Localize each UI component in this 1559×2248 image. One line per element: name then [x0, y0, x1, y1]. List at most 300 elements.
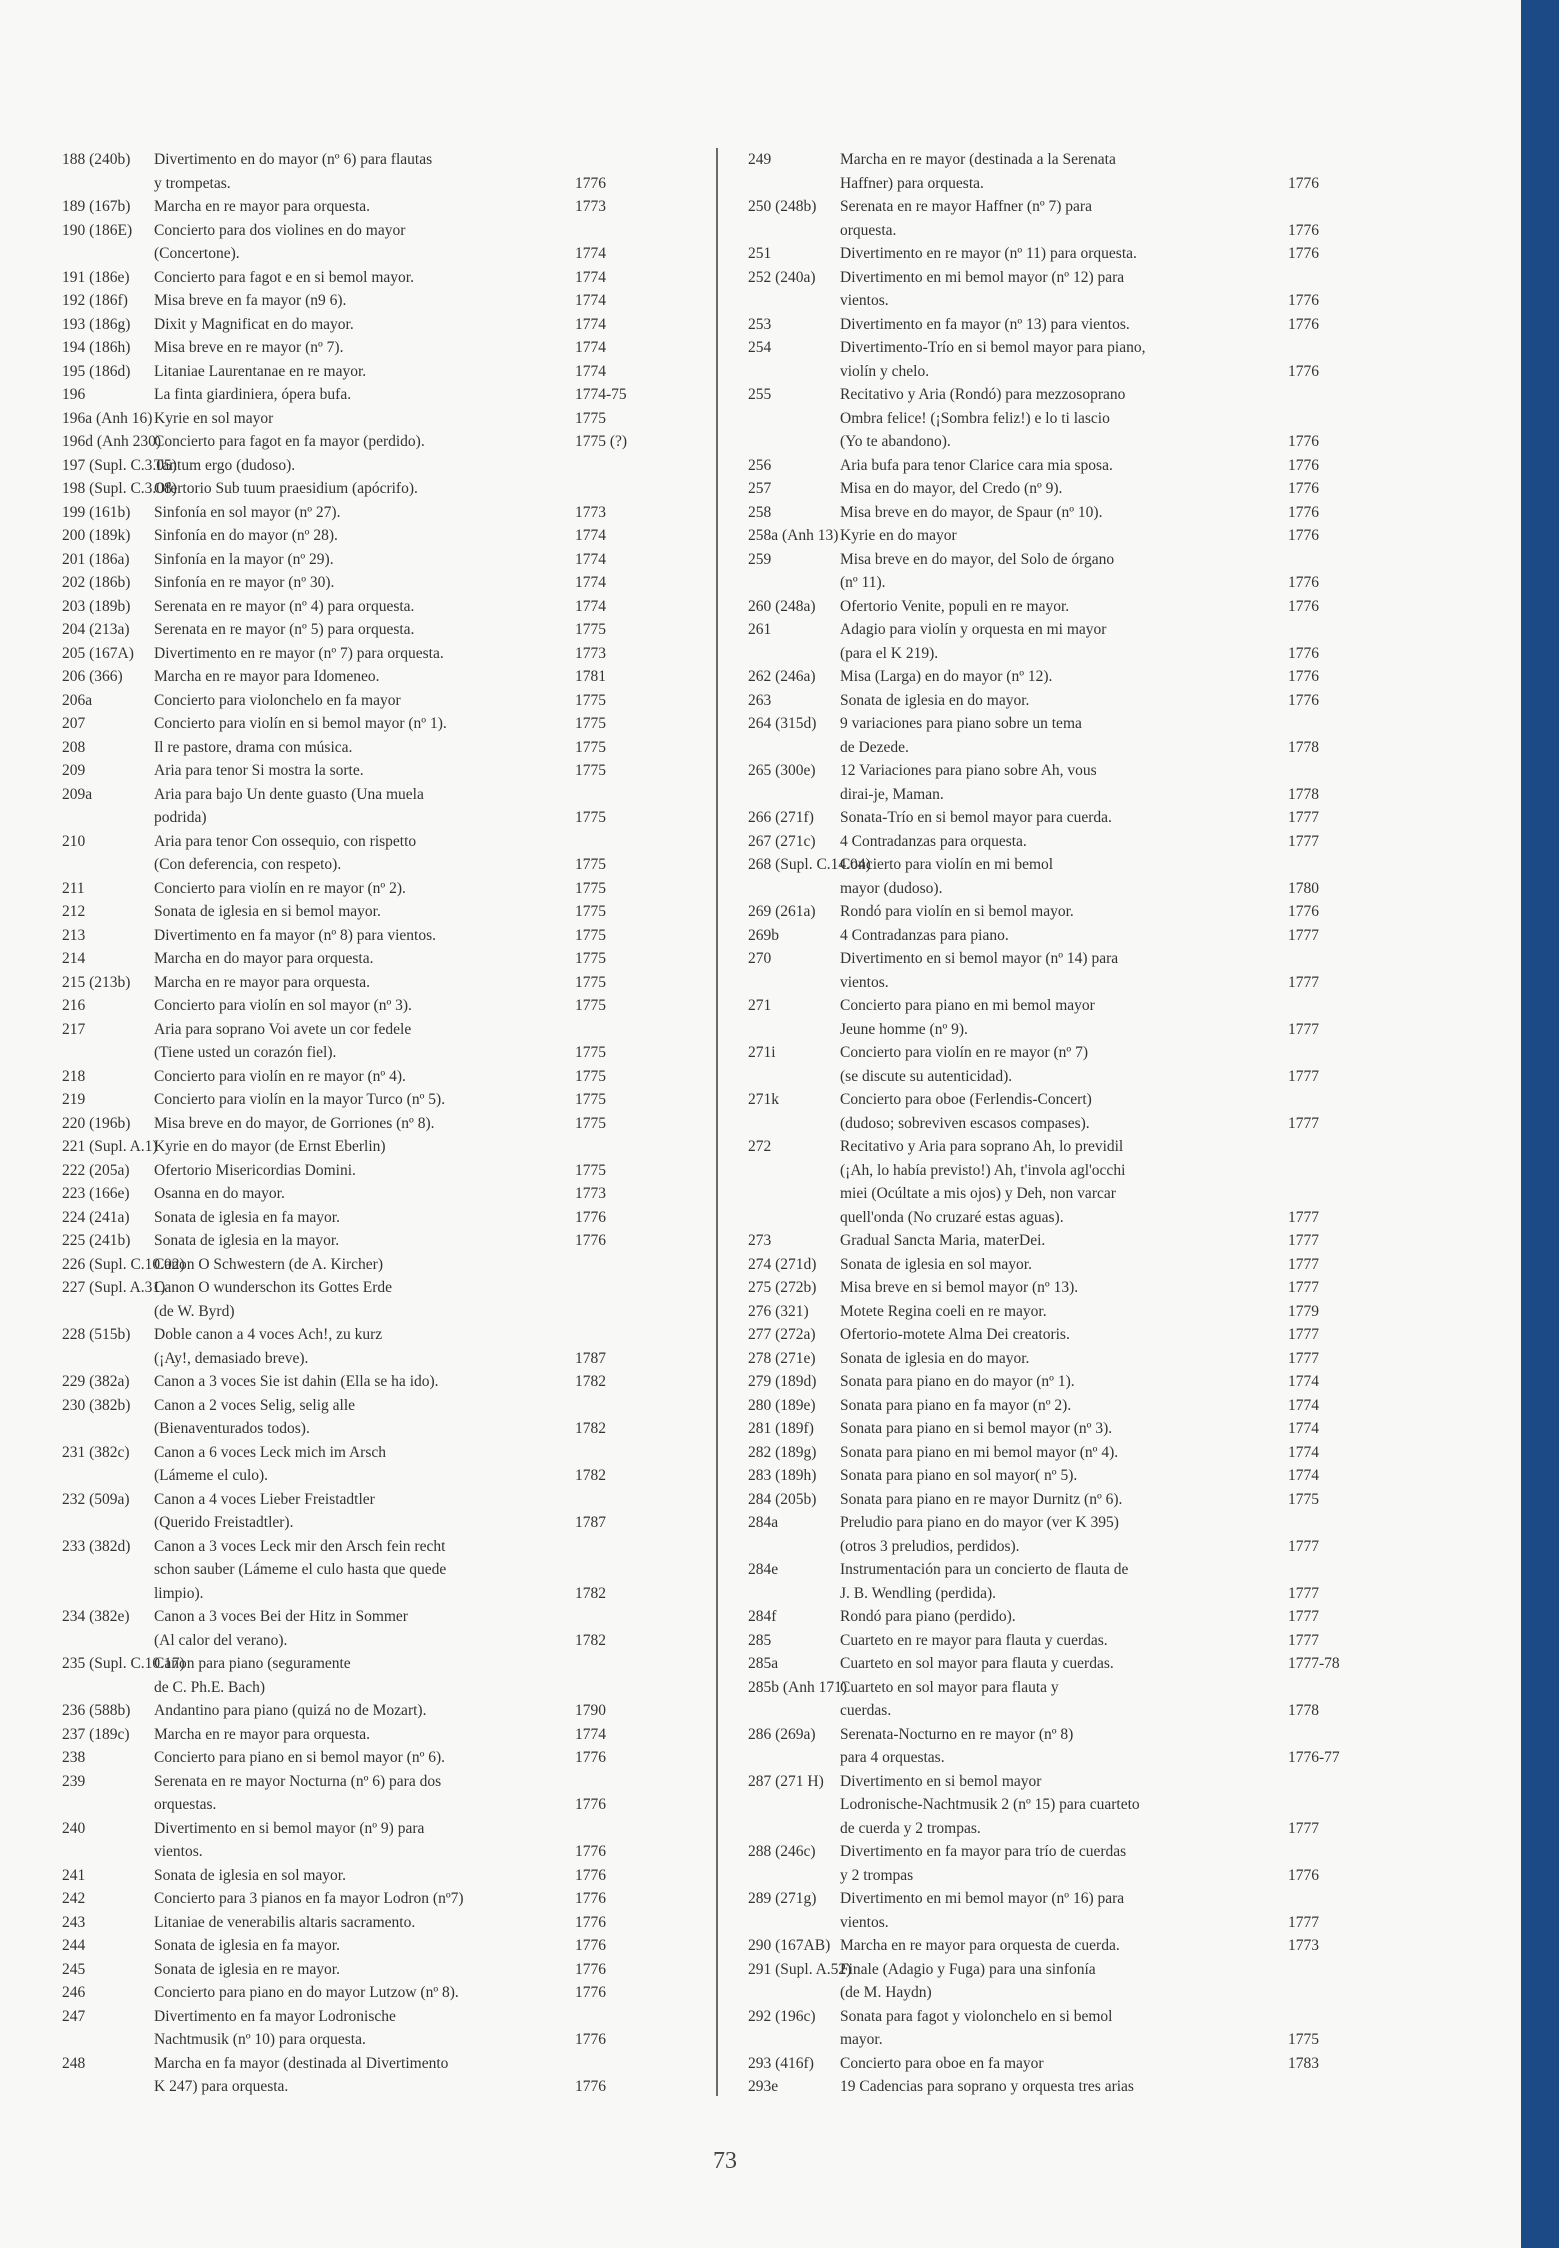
catalog-entry [748, 1770, 1380, 1841]
catalog-entry [62, 1112, 667, 1136]
entry-year-spacer [1288, 1159, 1380, 1183]
entry-year-spacer [575, 1605, 667, 1629]
catalog-entry [748, 2005, 1380, 2052]
entry-title: 12 Variaciones para piano sobre Ah, vous [840, 762, 1097, 779]
entry-title: Cuarteto en re mayor para flauta y cuerdas. [840, 1631, 1108, 1649]
catalog-entry [62, 548, 667, 572]
entry-title: Canon a 4 voces Lieber Freistadtler [154, 1490, 375, 1508]
catalog-entry [748, 2075, 1380, 2099]
entry-indent [748, 1182, 840, 1206]
catalog-entry [748, 1676, 1380, 1723]
entry-year-spacer [1288, 1511, 1380, 1535]
entry-year-spacer [1288, 383, 1380, 407]
entry-number: 196d (Anh 230) [62, 433, 162, 450]
entry-number: 281 (189f) [748, 1420, 814, 1437]
entry-indent [62, 1629, 154, 1653]
entry-number: 224 (241a) [62, 1208, 130, 1226]
catalog-entry [748, 1135, 1380, 1229]
entry-year-spacer [1288, 1958, 1380, 1982]
entry-title: Andantino para piano (quizá no de Mozart). [154, 1702, 427, 1719]
entry-year-spacer [1288, 1182, 1380, 1206]
entry-title: Canon a 3 voces Sie ist dahin (Ella se ha ido). [154, 1373, 439, 1390]
entry-year-spacer [575, 1652, 667, 1676]
entry-indent [748, 1864, 840, 1888]
catalog-entry [62, 1323, 667, 1370]
entry-indent [748, 642, 840, 666]
entry-title: Canon O Schwestern (de A. Kircher) [154, 1255, 383, 1273]
entry-year: 1777 [1288, 1819, 1319, 1837]
entry-number: 233 (382d) [62, 1537, 131, 1555]
entry-year: 1774-75 [575, 386, 627, 403]
entry-year-spacer [1288, 2005, 1380, 2029]
catalog-entry [62, 1864, 667, 1888]
entry-indent [748, 172, 840, 196]
entry-title: Osanna en do mayor. [154, 1185, 285, 1202]
entry-year: 1787 [575, 1349, 606, 1367]
catalog-entry [62, 1958, 667, 1982]
entry-number: 285a [748, 1655, 779, 1672]
entry-indent [62, 806, 154, 830]
entry-year: 1781 [575, 668, 606, 685]
entry-title: Concierto para oboe (Ferlendis-Concert) [840, 1091, 1092, 1108]
entry-number: 269 (261a) [748, 903, 816, 920]
entry-number: 219 [62, 1091, 86, 1108]
entry-year-spacer [575, 148, 667, 172]
entry-indent [748, 1018, 840, 1042]
entry-title: Aria para bajo Un dente guasto (Una muela [154, 785, 424, 803]
entry-year: 1774 [575, 315, 606, 333]
entry-number: 260 (248a) [748, 597, 816, 615]
catalog-entry [62, 501, 667, 525]
entry-year: 1775 [575, 879, 606, 897]
entry-title: Marcha en re mayor para Idomeneo. [154, 668, 380, 685]
catalog-entry [62, 736, 667, 760]
entry-year: 1777 [1288, 1326, 1319, 1343]
entry-number: 271i [748, 1044, 776, 1061]
catalog-entry [62, 219, 667, 266]
entry-year: 1775 [575, 409, 606, 427]
catalog-entry [748, 1347, 1380, 1371]
entry-indent [748, 971, 840, 995]
entry-title: Divertimento en fa mayor para trío de cuerdas [840, 1843, 1127, 1860]
entry-number: 234 (382e) [62, 1608, 130, 1625]
entry-title: Lodronische-Nachtmusik 2 (nº 15) para cuarteto [840, 1796, 1140, 1813]
entry-year: 1776 [575, 1984, 606, 2001]
entry-number: 275 (272b) [748, 1279, 817, 1296]
entry-year-spacer [1288, 1676, 1380, 1700]
entry-title: Marcha en re mayor (destinada a la Serenata [840, 151, 1116, 168]
entry-year [575, 1253, 667, 1277]
entry-year: 1776 [575, 1232, 606, 1249]
entry-year-spacer [1288, 266, 1380, 290]
entry-indent [62, 1840, 154, 1864]
entry-year: 1773 [575, 1185, 606, 1202]
entry-year: 1787 [575, 1514, 606, 1531]
catalog-entry [748, 1934, 1380, 1958]
entry-title: Aria para soprano Voi avete un cor fedele [154, 1020, 412, 1038]
entry-year-spacer [575, 783, 667, 807]
entry-year-spacer [575, 1323, 667, 1347]
entry-year: 1776 [1288, 691, 1319, 709]
entry-title: Litaniae Laurentanae en re mayor. [154, 362, 367, 380]
entry-year-spacer [1288, 1840, 1380, 1864]
entry-title: Divertimento en fa mayor (nº 13) para vientos. [840, 315, 1130, 333]
entry-number: 206a [62, 691, 93, 709]
entry-title: Sonata de iglesia en sol mayor. [154, 1866, 346, 1884]
entry-year: 1774 [575, 527, 606, 544]
entry-year-spacer [575, 1558, 667, 1582]
catalog-entry [62, 1770, 667, 1817]
entry-title: Divertimento en fa mayor Lodronische [154, 2007, 396, 2025]
entry-indent [748, 1911, 840, 1935]
catalog-entry [748, 454, 1380, 478]
entry-title: dirai-je, Maman. [840, 785, 944, 803]
entry-year: 1777 [1288, 1631, 1319, 1649]
entry-year: 1783 [1288, 2054, 1319, 2072]
catalog-entry [748, 1464, 1380, 1488]
entry-number: 276 (321) [748, 1302, 809, 1320]
entry-title: Marcha en do mayor para orquesta. [154, 950, 374, 967]
catalog-entry [748, 830, 1380, 854]
entry-number: 222 (205a) [62, 1161, 130, 1179]
entry-year-spacer [575, 2005, 667, 2029]
entry-title: (Concertone). [154, 245, 240, 262]
entry-number: 191 (186e) [62, 268, 130, 286]
catalog-entry [748, 900, 1380, 924]
entry-title: Sonata de iglesia en do mayor. [840, 1349, 1030, 1367]
entry-year: 1774 [575, 1725, 606, 1743]
entry-title: Doble canon a 4 voces Ach!, zu kurz [154, 1326, 383, 1343]
entry-year: 1774 [575, 574, 606, 591]
entry-title: Il re pastore, drama con música. [154, 738, 353, 756]
entry-year-spacer [1288, 336, 1380, 360]
entry-year-spacer [575, 1018, 667, 1042]
entry-number: 246 [62, 1984, 86, 2001]
catalog-entry [748, 1370, 1380, 1394]
catalog-entry [748, 242, 1380, 266]
entry-title: 9 variaciones para piano sobre un tema [840, 715, 1082, 732]
catalog-entry [748, 806, 1380, 830]
entry-number: 259 [748, 550, 772, 568]
entry-year: 1777 [1288, 1208, 1319, 1226]
entry-indent [748, 736, 840, 760]
entry-year-spacer [575, 1770, 667, 1794]
entry-title: Canon para piano (seguramente [154, 1655, 351, 1672]
entry-title: Aria para tenor Si mostra la sorte. [154, 762, 364, 779]
catalog-column-right [748, 148, 1380, 2099]
entry-title: Serenata-Nocturno en re mayor (nº 8) [840, 1725, 1074, 1743]
entry-number: 290 (167AB) [748, 1937, 831, 1954]
catalog-entry [62, 1065, 667, 1089]
entry-title: Motete Regina coeli en re mayor. [840, 1302, 1047, 1320]
entry-year-spacer [1288, 1793, 1380, 1817]
catalog-entry [62, 148, 667, 195]
entry-title: Sonata para fagot y violonchelo en si bemol [840, 2007, 1113, 2025]
entry-number: 204 (213a) [62, 621, 130, 638]
catalog-entry [748, 477, 1380, 501]
entry-title: Rondó para violín en si bemol mayor. [840, 903, 1074, 920]
catalog-entry [62, 1817, 667, 1864]
entry-year: 1775 [575, 738, 606, 756]
entry-title: Marcha en re mayor para orquesta. [154, 973, 371, 991]
catalog-entry [62, 877, 667, 901]
entry-title: orquestas. [154, 1796, 217, 1813]
entry-year: 1778 [1288, 738, 1319, 756]
entry-title: Marcha en fa mayor (destinada al Divertimento [154, 2054, 449, 2072]
entry-year [575, 1135, 667, 1159]
catalog-entry [748, 383, 1380, 454]
entry-year: 1776 [575, 174, 606, 192]
entry-year: 1776 [1288, 574, 1319, 591]
catalog-entry [748, 336, 1380, 383]
entry-title: (Yo te abandono). [840, 433, 951, 450]
catalog-entry [748, 994, 1380, 1041]
entry-year-spacer [575, 1441, 667, 1465]
entry-title: Sonata de iglesia en sol mayor. [840, 1255, 1032, 1273]
entry-title: Concierto para dos violines en do mayor [154, 221, 406, 239]
entry-number: 225 (241b) [62, 1232, 131, 1249]
entry-title: Divertimento en mi bemol mayor (nº 12) para [840, 268, 1125, 286]
entry-number: 213 [62, 926, 86, 944]
entry-year-spacer [575, 2052, 667, 2076]
catalog-entry [62, 477, 667, 501]
entry-year-spacer [1288, 759, 1380, 783]
entry-title: Ombra felice! (¡Sombra feliz!) e lo ti lascio [840, 409, 1110, 427]
catalog-entry [748, 195, 1380, 242]
entry-indent [748, 877, 840, 901]
catalog-entry [62, 783, 667, 830]
entry-number: 217 [62, 1020, 86, 1038]
entry-title: Recitativo y Aria para soprano Ah, lo previdil [840, 1138, 1124, 1155]
entry-title: violín y chelo. [840, 362, 930, 380]
entry-year: 1774 [575, 362, 606, 380]
entry-number: 194 (186h) [62, 339, 131, 356]
entry-title: Ofertorio Sub tuum praesidium (apócrifo). [154, 480, 418, 497]
entry-number: 206 (366) [62, 668, 123, 685]
entry-year [1288, 1981, 1380, 2005]
entry-year: 1776 [575, 1208, 606, 1226]
entry-title: Divertimento-Trío en si bemol mayor para piano, [840, 339, 1146, 356]
entry-year: 1777 [1288, 1349, 1319, 1367]
entry-year [575, 1300, 667, 1324]
entry-number: 239 [62, 1772, 86, 1790]
entry-number: 261 [748, 621, 772, 638]
entry-year [575, 454, 667, 478]
catalog-entry [748, 148, 1380, 195]
catalog-entry [62, 1370, 667, 1394]
catalog-entry [62, 2005, 667, 2052]
entry-title: Sinfonía en la mayor (nº 29). [154, 550, 334, 568]
entry-year: 1776 [1288, 597, 1319, 615]
entry-title: Marcha en re mayor para orquesta. [154, 198, 371, 215]
entry-title: Sonata para piano en re mayor Durnitz (nº 6). [840, 1490, 1123, 1508]
entry-title: Ofertorio Misericordias Domini. [154, 1161, 356, 1179]
entry-year: 1775 [1288, 1490, 1319, 1508]
entry-title: de Dezede. [840, 738, 909, 756]
entry-title: Sinfonía en sol mayor (nº 27). [154, 503, 341, 521]
entry-year: 1782 [575, 1373, 606, 1390]
entry-title: Dixit y Magnificat en do mayor. [154, 315, 354, 333]
entry-title: Sinfonía en do mayor (nº 28). [154, 527, 338, 544]
entry-title: Misa en do mayor, del Credo (nº 9). [840, 480, 1063, 497]
entry-year: 1776 [1288, 480, 1319, 497]
entry-title: vientos. [840, 292, 889, 309]
catalog-entry [748, 524, 1380, 548]
entry-title: Litaniae de venerabilis altaris sacramento. [154, 1913, 416, 1931]
entry-year: 1777 [1288, 809, 1319, 826]
entry-title: y 2 trompas [840, 1866, 914, 1884]
entry-number: 221 (Supl. A.1) [62, 1138, 158, 1155]
entry-title: Recitativo y Aria (Rondó) para mezzosoprano [840, 386, 1126, 403]
entry-year: 1774 [1288, 1420, 1319, 1437]
entry-number: 274 (271d) [748, 1255, 817, 1273]
entry-title: K 247) para orquesta. [154, 2078, 289, 2095]
entry-year: 1777 [1288, 1584, 1319, 1602]
entry-number: 293e [748, 2078, 779, 2095]
entry-number: 210 [62, 832, 86, 850]
catalog-entry [62, 924, 667, 948]
catalog-entry [62, 665, 667, 689]
catalog-entry [62, 407, 667, 431]
catalog-entry [62, 336, 667, 360]
entry-year: 1777 [1288, 1255, 1319, 1273]
entry-year: 1776 [1288, 503, 1319, 521]
entry-year: 1773 [575, 503, 606, 521]
catalog-entry [62, 1159, 667, 1183]
entry-title: Cuarteto en sol mayor para flauta y cuerdas. [840, 1655, 1114, 1672]
catalog-entry [62, 1135, 667, 1159]
entry-year: 1776 [575, 1960, 606, 1978]
entry-title: (dudoso; sobreviven escasos compases). [840, 1114, 1090, 1132]
entry-number: 273 [748, 1232, 772, 1249]
entry-year-spacer [1288, 407, 1380, 431]
entry-year: 1774 [1288, 1467, 1319, 1484]
entry-title: Divertimento en do mayor (nº 6) para flautas [154, 151, 433, 168]
entry-title: Kyrie en do mayor (de Ernst Eberlin) [154, 1138, 386, 1155]
entry-indent [62, 2075, 154, 2099]
catalog-entry [748, 1840, 1380, 1887]
entry-year-spacer [1288, 947, 1380, 971]
entry-title: Divertimento en si bemol mayor (nº 9) para [154, 1819, 425, 1837]
entry-number: 230 (382b) [62, 1396, 131, 1414]
entry-year: 1778 [1288, 1702, 1319, 1719]
entry-title: Sonata de iglesia en si bemol mayor. [154, 903, 381, 920]
entry-number: 284f [748, 1608, 777, 1625]
catalog-entry [748, 1558, 1380, 1605]
catalog-entry [62, 266, 667, 290]
entry-title: de cuerda y 2 trompas. [840, 1819, 981, 1837]
entry-year: 1776 [575, 2078, 606, 2095]
entry-indent [62, 1793, 154, 1817]
entry-title: mayor. [840, 2031, 883, 2048]
entry-indent [748, 1746, 840, 1770]
entry-year: 1775 [575, 1161, 606, 1179]
entry-number: 285 [748, 1631, 772, 1649]
entry-number: 243 [62, 1913, 86, 1931]
entry-title: Canon a 6 voces Leck mich im Arsch [154, 1443, 387, 1461]
catalog-entry [748, 1300, 1380, 1324]
entry-year: 1775 [575, 973, 606, 991]
catalog-entry [748, 1629, 1380, 1653]
entry-title: vientos. [840, 973, 889, 991]
entry-number: 253 [748, 315, 772, 333]
catalog-entry [748, 1276, 1380, 1300]
catalog-entry [748, 1441, 1380, 1465]
entry-title: Rondó para piano (perdido). [840, 1608, 1016, 1625]
entry-indent [748, 783, 840, 807]
entry-title: Concierto para violín en re mayor (nº 2). [154, 879, 406, 897]
entry-year: 1773 [1288, 1937, 1319, 1954]
entry-number: 280 (189e) [748, 1396, 816, 1414]
entry-year: 1777 [1288, 1279, 1319, 1296]
entry-number: 216 [62, 997, 86, 1014]
catalog-entry [62, 1652, 667, 1699]
catalog-column-left [62, 148, 667, 2099]
entry-number: 223 (166e) [62, 1185, 130, 1202]
entry-title: para 4 orquestas. [840, 1749, 945, 1766]
entry-title: Concierto para violín en re mayor (nº 7) [840, 1044, 1088, 1061]
catalog-entry [748, 1511, 1380, 1558]
entry-indent [62, 1676, 154, 1700]
entry-number: 258a (Anh 13) [748, 527, 839, 544]
entry-number: 195 (186d) [62, 362, 131, 380]
entry-title: Serenata en re mayor (nº 4) para orquesta. [154, 597, 415, 615]
entry-indent [748, 1535, 840, 1559]
entry-title: (Querido Freistadtler). [154, 1514, 294, 1531]
entry-year: 1776 [1288, 433, 1319, 450]
entry-year: 1773 [575, 644, 606, 662]
entry-number: 267 (271c) [748, 832, 816, 850]
entry-title: (Con deferencia, con respeto). [154, 856, 342, 873]
entry-number: 189 (167b) [62, 198, 131, 215]
entry-year: 1776 [1288, 527, 1319, 544]
entry-title: Sonata de iglesia en fa mayor. [154, 1208, 340, 1226]
entry-title: Marcha en re mayor para orquesta. [154, 1725, 371, 1743]
catalog-entry [62, 1441, 667, 1488]
entry-title: Canon a 2 voces Selig, selig alle [154, 1396, 356, 1414]
catalog-entry [748, 595, 1380, 619]
entry-year-spacer [1288, 994, 1380, 1018]
entry-number: 278 (271e) [748, 1349, 816, 1367]
entry-title: vientos. [154, 1843, 203, 1860]
catalog-entry [62, 430, 667, 454]
entry-title: (para el K 219). [840, 644, 939, 662]
entry-year: 1776 [1288, 1866, 1319, 1884]
catalog-entry [62, 994, 667, 1018]
entry-number: 228 (515b) [62, 1326, 131, 1343]
entry-year: 1775 [575, 809, 606, 826]
entry-title: Sonata para piano en fa mayor (nº 2). [840, 1396, 1072, 1414]
entry-year: 1774 [575, 268, 606, 286]
entry-year: 1776 [1288, 174, 1319, 192]
entry-number: 263 [748, 691, 772, 709]
page-number: 73 [713, 2148, 737, 2174]
entry-indent [748, 289, 840, 313]
entry-title: mayor (dudoso). [840, 879, 943, 897]
entry-title: limpio). [154, 1584, 204, 1602]
entry-year: 1780 [1288, 879, 1319, 897]
entry-title: Aria bufa para tenor Clarice cara mia sposa. [840, 456, 1113, 474]
entry-number: 242 [62, 1890, 86, 1907]
catalog-entry [748, 1605, 1380, 1629]
entry-title: Canon a 3 voces Bei der Hitz in Sommer [154, 1608, 408, 1625]
entry-number: 293 (416f) [748, 2054, 814, 2072]
entry-number: 269b [748, 926, 779, 944]
entry-number: 257 [748, 480, 772, 497]
entry-title: Concierto para violonchelo en fa mayor [154, 691, 401, 709]
entry-title: Sinfonía en re mayor (nº 30). [154, 574, 335, 591]
entry-title: Misa breve en fa mayor (n9 6). [154, 292, 347, 309]
